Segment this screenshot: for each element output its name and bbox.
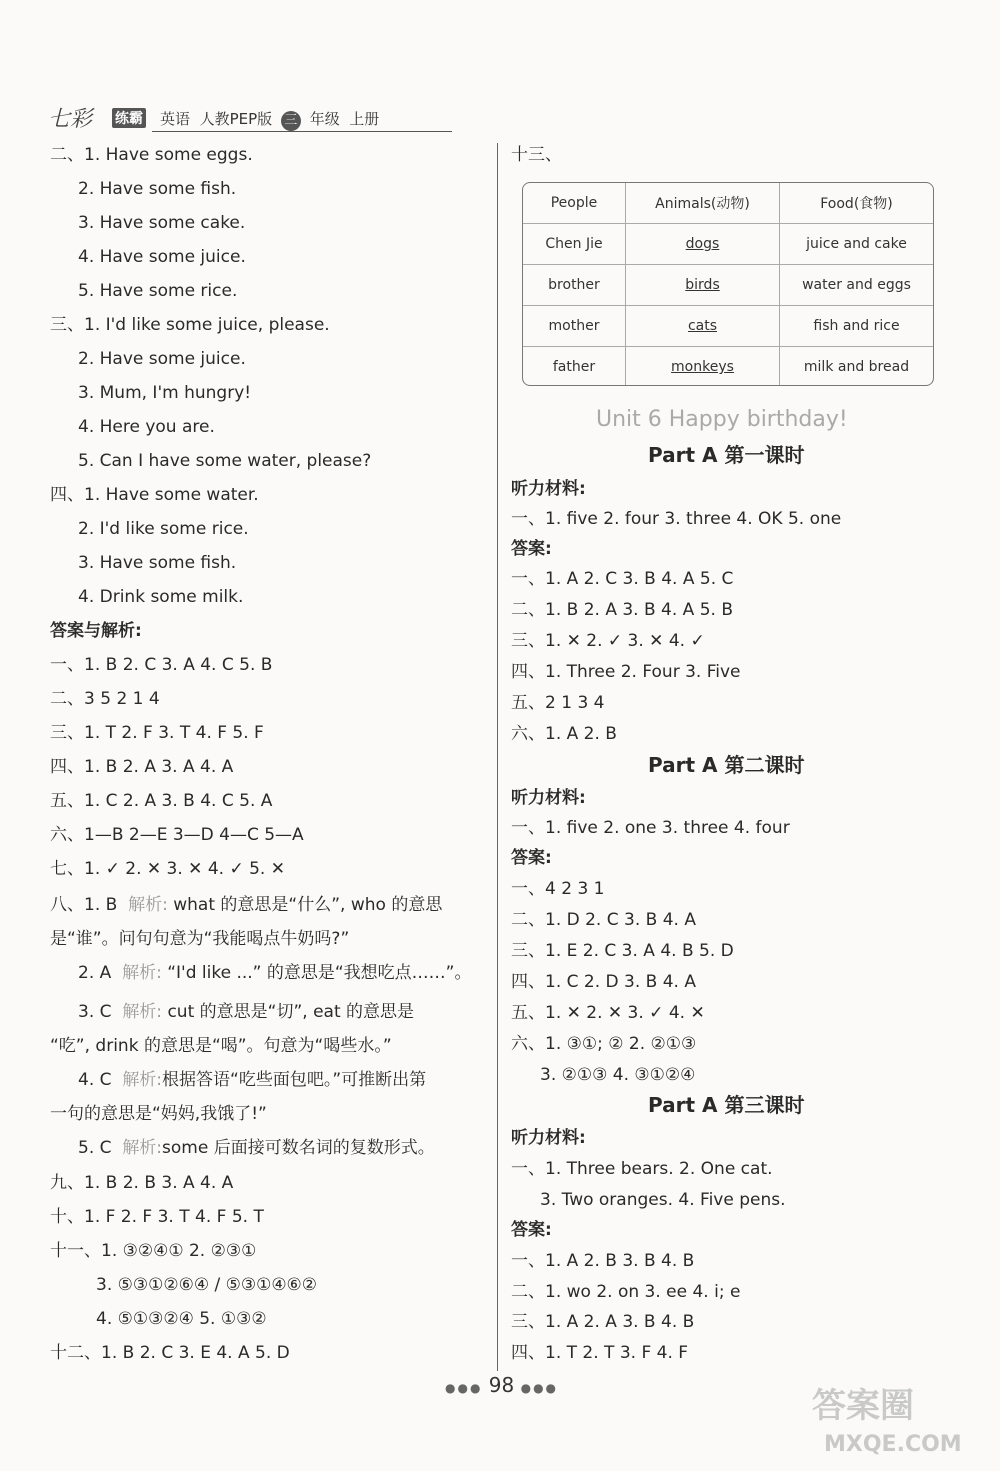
edition: 人教PEP版	[199, 110, 273, 128]
answer-label: 答案:	[511, 539, 552, 559]
explanation-cont: 一句的意思是“妈妈,我饿了!”	[50, 1104, 267, 1124]
volume: 上册	[349, 110, 380, 128]
answer-line: 一、1. A 2. C 3. B 4. A 5. C	[511, 569, 734, 589]
answer-line: 五、2 1 3 4	[511, 693, 605, 713]
table-cell: cats	[626, 306, 780, 347]
answer-line: 三、1. I'd like some juice, please.	[50, 315, 330, 335]
answer-line: 三、1. ✕ 2. ✓ 3. ✕ 4. ✓	[511, 631, 705, 651]
table-header: People	[523, 183, 626, 224]
column-divider	[497, 143, 498, 1371]
explanation-5	[78, 1137, 435, 1159]
answer-line: 二、1. wo 2. on 3. ee 4. i; e	[511, 1282, 741, 1302]
listening-line: 3. Two oranges. 4. Five pens.	[540, 1190, 786, 1210]
explanation-tag: 解析:	[128, 895, 168, 915]
table-row	[523, 347, 933, 387]
answer-line: 九、1. B 2. B 3. A 4. A	[50, 1173, 234, 1193]
answer-line: 六、1—B 2—E 3—D 4—C 5—A	[50, 825, 304, 845]
listening-label: 听力材料:	[511, 479, 586, 499]
answer-line: 4. Here you are.	[78, 417, 215, 437]
answer-line: 三、1. A 2. A 3. B 4. B	[511, 1312, 695, 1332]
page-header	[48, 106, 404, 132]
answer-line: 十一、1. ③②④① 2. ②③①	[50, 1241, 257, 1261]
explanation-label: 八、1. B	[50, 895, 118, 915]
explanation-cont: “吃”, drink 的意思是“喝”。句意为“喝些水。”	[50, 1036, 392, 1056]
answer-line: 5. Can I have some water, please?	[78, 451, 372, 471]
subject: 英语	[160, 110, 191, 128]
answer-line: 4. ⑤①③②④ 5. ①③②	[96, 1309, 267, 1329]
grade: 年级	[309, 110, 340, 128]
answer-line: 四、1. B 2. A 3. A 4. A	[50, 757, 234, 777]
listening-line: 一、1. five 2. four 3. three 4. OK 5. one	[511, 509, 842, 529]
table-row	[523, 224, 933, 265]
explanation-label: 2. A	[78, 963, 112, 983]
table-row	[523, 265, 933, 306]
table-cell: juice and cake	[780, 224, 934, 265]
table-cell: brother	[523, 265, 626, 306]
answer-line: 三、1. T 2. F 3. T 4. F 5. F	[50, 723, 264, 743]
answer-line: 二、3 5 2 1 4	[50, 689, 160, 709]
unit-title: Unit 6 Happy birthday!	[596, 407, 848, 432]
listening-line: 一、1. five 2. one 3. three 4. four	[511, 818, 790, 838]
answer-line: 四、1. T 2. T 3. F 4. F	[511, 1343, 689, 1363]
explanation-tag: 解析:	[122, 1002, 163, 1022]
table-row	[523, 306, 933, 347]
answer-line: 二、1. D 2. C 3. B 4. A	[511, 910, 696, 930]
page-number: 98	[488, 1373, 515, 1397]
answer-line: 3. ②①③ 4. ③①②④	[540, 1065, 696, 1085]
table-cell: milk and bread	[780, 347, 934, 387]
grade-number: 三	[281, 111, 301, 131]
listening-line: 一、1. Three bears. 2. One cat.	[511, 1159, 773, 1179]
table-cell: father	[523, 347, 626, 387]
dots-decoration-icon: ●●●	[520, 1381, 559, 1395]
answer-line: 六、1. ③①; ② 2. ②①③	[511, 1034, 697, 1054]
table-cell: water and eggs	[780, 265, 934, 306]
answer-line: 四、1. C 2. D 3. B 4. A	[511, 972, 696, 992]
brand-logo-sub: 练霸	[112, 108, 146, 128]
answer-line: 5. Have some rice.	[78, 281, 238, 301]
watermark-url: MXQE.COM	[824, 1432, 962, 1457]
explanation-text: cut 的意思是“切”, eat 的意思是	[167, 1002, 415, 1022]
answer-line: 一、1. A 2. B 3. B 4. B	[511, 1251, 695, 1271]
answer-line: 2. I'd like some rice.	[78, 519, 249, 539]
answer-line: 四、1. Three 2. Four 3. Five	[511, 662, 741, 682]
table-cell: monkeys	[626, 347, 780, 387]
table-cell: mother	[523, 306, 626, 347]
answer-line: 3. Have some cake.	[78, 213, 246, 233]
answer-line: 五、1. ✕ 2. ✕ 3. ✓ 4. ✕	[511, 1003, 705, 1023]
explanation-3	[78, 1001, 414, 1023]
explanation-4	[78, 1069, 426, 1091]
section-number: 十三、	[511, 145, 562, 165]
answer-line: 2. Have some fish.	[78, 179, 237, 199]
table-cell: Chen Jie	[523, 224, 626, 265]
table-header: Food(食物)	[780, 183, 934, 224]
explanation-tag: 解析:	[122, 963, 162, 983]
explanation-text: 根据答语“吃些面包吧。”可推断出第	[162, 1070, 427, 1090]
section-heading: 答案与解析:	[50, 621, 142, 641]
brand-logo: 七彩	[48, 107, 93, 132]
answer-line: 4. Have some juice.	[78, 247, 246, 267]
answer-line: 2. Have some juice.	[78, 349, 246, 369]
table-cell: dogs	[626, 224, 780, 265]
explanation-text: some 后面接可数名词的复数形式。	[162, 1138, 435, 1158]
dots-decoration-icon: ●●●	[445, 1381, 483, 1395]
answer-label: 答案:	[511, 848, 552, 868]
table-cell: birds	[626, 265, 780, 306]
book-info	[160, 108, 379, 131]
answer-line: 3. Mum, I'm hungry!	[78, 383, 252, 403]
lesson-title: Part A 第三课时	[648, 1093, 805, 1117]
explanation-2	[78, 962, 472, 984]
answer-line: 三、1. E 2. C 3. A 4. B 5. D	[511, 941, 734, 961]
answer-label: 答案:	[511, 1220, 552, 1240]
explanation-label: 5. C	[78, 1138, 112, 1158]
explanation-label: 3. C	[78, 1002, 112, 1022]
answer-line: 4. Drink some milk.	[78, 587, 244, 607]
answer-line: 3. Have some fish.	[78, 553, 237, 573]
lesson-title: Part A 第二课时	[648, 753, 805, 777]
answer-line: 五、1. C 2. A 3. B 4. C 5. A	[50, 791, 273, 811]
header-rule	[152, 131, 452, 132]
answer-line: 一、4 2 3 1	[511, 879, 605, 899]
table-cell: fish and rice	[780, 306, 934, 347]
listening-label: 听力材料:	[511, 1128, 586, 1148]
lesson-title: Part A 第一课时	[648, 443, 805, 467]
explanation-text: “I'd like ...” 的意思是“我想吃点……”。	[167, 963, 472, 983]
page-footer	[445, 1373, 558, 1397]
answer-line: 四、1. Have some water.	[50, 485, 259, 505]
answer-line: 十二、1. B 2. C 3. E 4. A 5. D	[50, 1343, 290, 1363]
table-header-row	[523, 183, 933, 224]
explanation-tag: 解析:	[122, 1138, 163, 1158]
answer-line: 六、1. A 2. B	[511, 724, 617, 744]
answer-line: 二、1. B 2. A 3. B 4. A 5. B	[511, 600, 733, 620]
answer-line: 七、1. ✓ 2. ✕ 3. ✕ 4. ✓ 5. ✕	[50, 859, 285, 879]
answer-line: 二、1. Have some eggs.	[50, 145, 253, 165]
explanation-tag: 解析:	[122, 1070, 163, 1090]
watermark-logo: 答案圈	[812, 1386, 914, 1426]
answer-line: 十、1. F 2. F 3. T 4. F 5. T	[50, 1207, 264, 1227]
explanation-1	[50, 894, 442, 916]
answer-line: 一、1. B 2. C 3. A 4. C 5. B	[50, 655, 273, 675]
answer-line: 3. ⑤③①②⑥④ / ⑤③①④⑥②	[96, 1275, 318, 1295]
explanation-text: what 的意思是“什么”, who 的意思	[173, 895, 443, 915]
listening-label: 听力材料:	[511, 788, 586, 808]
explanation-label: 4. C	[78, 1070, 112, 1090]
answer-table	[522, 182, 934, 386]
explanation-cont: 是“谁”。问句句意为“我能喝点牛奶吗?”	[50, 929, 350, 949]
table-header: Animals(动物)	[626, 183, 780, 224]
